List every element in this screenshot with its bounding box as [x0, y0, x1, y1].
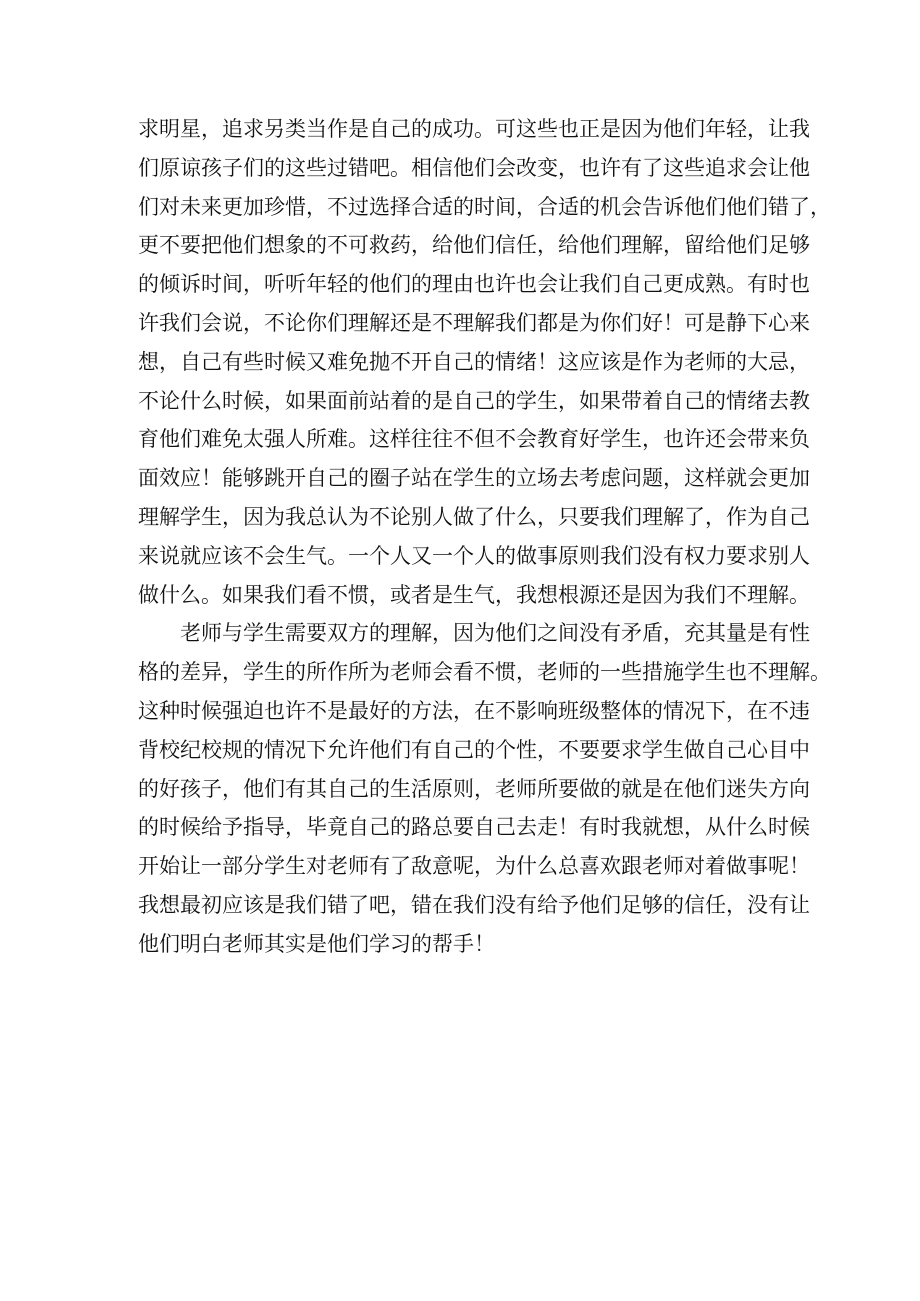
body-text — [138, 110, 831, 964]
text-line-18: 的好孩子，他们有其自己的生活原则，老师所要做的就是在他们迷失方向 — [138, 776, 810, 801]
text-line-22: 他们明白老师其实是他们学习的帮手！ — [138, 931, 495, 956]
text-line-5: 的倾诉时间，听听年轻的他们的理由也许也会让我们自己更成熟。有时也 — [138, 272, 810, 297]
text-line-10: 面效应！能够跳开自己的圈子站在学生的立场去考虑问题，这样就会更加 — [138, 466, 810, 491]
text-line-2: 们原谅孩子们的这些过错吧。相信他们会改变，也许有了这些追求会让他 — [138, 155, 810, 180]
text-line-6: 许我们会说，不论你们理解还是不理解我们都是为你们好！可是静下心来 — [138, 310, 810, 335]
text-line-3: 们对未来更加珍惜，不过选择合适的时间，合适的机会告诉他们他们错了， — [138, 194, 831, 219]
text-line-19: 的时候给予指导，毕竟自己的路总要自己去走！有时我就想，从什么时候 — [138, 815, 810, 840]
text-line-20: 开始让一部分学生对老师有了敌意呢，为什么总喜欢跟老师对着做事呢！ — [138, 854, 810, 879]
text-line-17: 背校纪校规的情况下允许他们有自己的个性，不要要求学生做自己心目中 — [138, 737, 810, 762]
text-line-15: 格的差异，学生的所作所为老师会看不惯，老师的一些措施学生也不理解。 — [138, 660, 831, 685]
text-line-4: 更不要把他们想象的不可救药，给他们信任，给他们理解，留给他们足够 — [138, 233, 810, 258]
text-line-7: 想，自己有些时候又难免抛不开自己的情绪！这应该是作为老师的大忌， — [138, 349, 810, 374]
text-line-9: 育他们难免太强人所难。这样往往不但不会教育好学生，也许还会带来负 — [138, 427, 810, 452]
text-line-1: 求明星，追求另类当作是自己的成功。可这些也正是因为他们年轻，让我 — [138, 117, 810, 141]
text-line-12: 来说就应该不会生气。一个人又一个人的做事原则我们没有权力要求别人 — [138, 543, 810, 568]
text-line-11: 理解学生，因为我总认为不论别人做了什么，只要我们理解了，作为自己 — [138, 504, 810, 529]
text-line-13: 做什么。如果我们看不惯，或者是生气，我想根源还是因为我们不理解。 — [138, 582, 810, 607]
text-line-14: 老师与学生需要双方的理解，因为他们之间没有矛盾，充其量是有性 — [180, 621, 810, 646]
text-line-16: 这种时候强迫也许不是最好的方法，在不影响班级整体的情况下，在不违 — [138, 698, 810, 723]
text-line-8: 不论什么时候，如果面前站着的是自己的学生，如果带着自己的情绪去教 — [138, 388, 810, 413]
text-line-21: 我想最初应该是我们错了吧，错在我们没有给予他们足够的信任，没有让 — [138, 892, 810, 917]
